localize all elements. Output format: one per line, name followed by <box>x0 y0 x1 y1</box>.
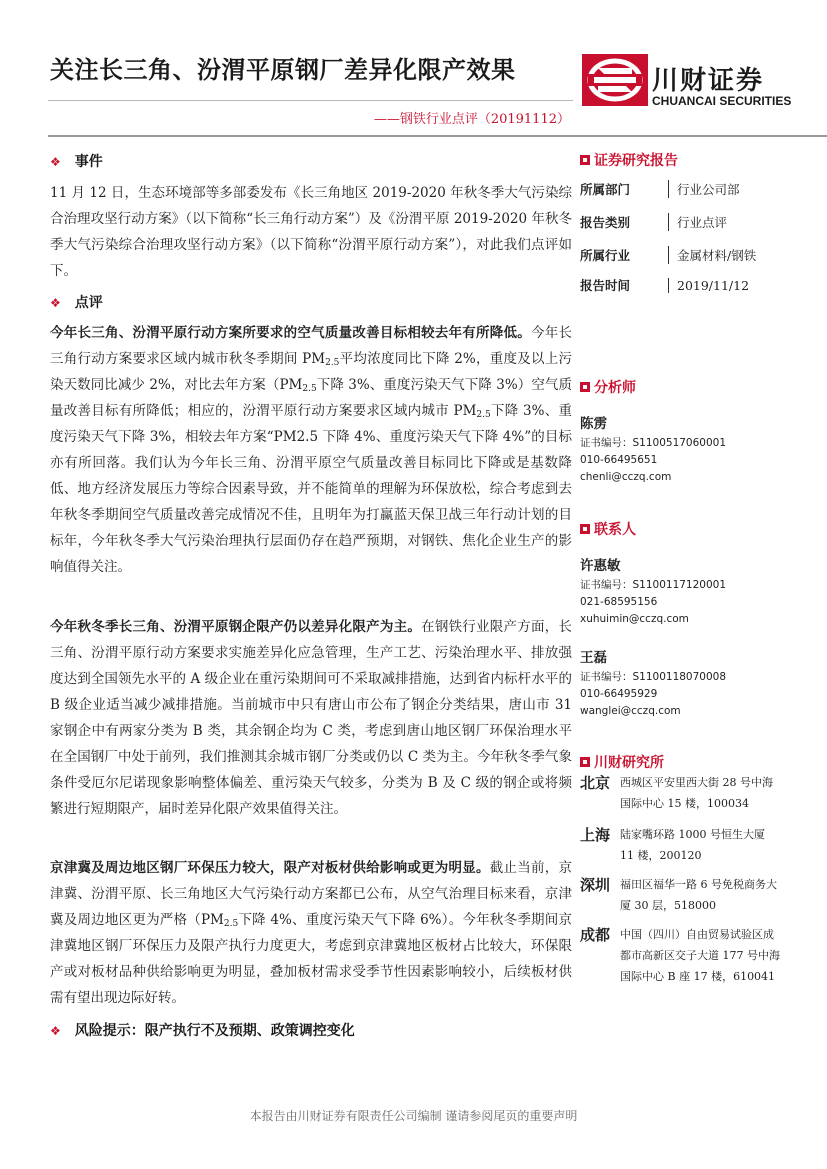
meta-row-date: 报告时间 2019/11/12 <box>580 278 750 293</box>
contact-name: 许惠敏 <box>580 558 621 574</box>
meta-row-industry: 所属行业 金属材料/钢铁 <box>580 248 757 263</box>
analyst-card <box>580 412 780 486</box>
analyst-cert: 证书编号：S1100517060001 <box>580 437 727 449</box>
header-rule <box>48 135 827 137</box>
section-heading-comment: ❖ 点评 <box>50 295 103 311</box>
contact-cert: 证书编号：S1100117120001 <box>580 579 727 591</box>
analyst-name: 陈雳 <box>580 416 607 432</box>
comment-p3-lead: 京津冀及周边地区钢厂环保压力较大，限产对板材供给影响或更为明显。 <box>50 860 490 876</box>
diamond-bullet-icon: ❖ <box>50 1024 61 1038</box>
footer-disclaimer: 本报告由川财证券有限责任公司编制 谨请参阅尾页的重要声明 <box>249 1109 578 1123</box>
square-bullet-icon <box>580 524 590 534</box>
contact-name: 王磊 <box>580 650 607 666</box>
diamond-bullet-icon: ❖ <box>50 155 61 169</box>
sidebar-heading-analyst: 分析师 <box>580 377 636 397</box>
chuancai-logo-icon <box>582 54 648 106</box>
comment-p2-lead: 今年秋冬季长三角、汾渭平原钢企限产仍以差异化限产为主。 <box>50 619 422 635</box>
diamond-bullet-icon: ❖ <box>50 296 61 310</box>
header-divider <box>48 100 573 101</box>
event-paragraph: 11 月 12 日，生态环境部等多部委发布《长三角地区 2019-2020 年秋冬季大气污染综合治理攻坚行动方案》（以下简称“长三角行动方案”）及《汾渭平原 2019-2020 年秋冬季大气污染综合治理攻坚行动方案》（以下简称“汾渭平原行动方案”），对此我们点评如下。 <box>50 185 572 279</box>
contact-card <box>580 646 780 720</box>
meta-row-category: 报告类别 行业点评 <box>580 215 728 230</box>
section-heading-risk: ❖ 风险提示：限产执行不及预期、政策调控变化 <box>50 1023 355 1039</box>
page-title: 关注长三角、汾渭平原钢厂差异化限产效果 <box>50 55 516 84</box>
square-bullet-icon <box>580 155 590 165</box>
comment-paragraph-2: 今年秋冬季长三角、汾渭平原钢企限产仍以差异化限产为主。在钢铁行业限产方面，长三角、汾渭平原行动方案要求实施差异化应急管理，生产工艺、污染治理水平、排放强度达到全国领先水平的 A 级企业在重污染期间可不采取减排措施，达到省内标杆水平的 B 级企业适当减少减排措施。当前城市中只有唐山市公布了钢企分类结果，唐山市 31 家钢企中有两家分类为 B 类，其余钢企均为 C 类，考虑到唐山地区钢厂环保治理水平在全国钢厂中处于前列，我们推测其余城市钢厂分类或仍以 C 类为主。今年秋冬季气象条件受厄尔尼诺现象影响整体偏差、重污染天气较多，分类为 B 及 C 级的钢企或将频繁进行短期限产，届时差异化限产效果值得关注。 <box>50 619 573 817</box>
comment-p1-lead: 今年长三角、汾渭平原行动方案所要求的空气质量改善目标相较去年有所降低。 <box>50 325 532 341</box>
sidebar-heading-contacts: 联系人 <box>580 519 636 539</box>
section-heading-event: ❖ 事件 <box>50 154 103 170</box>
square-bullet-icon <box>580 757 590 767</box>
sidebar-heading-report: 证券研究报告 <box>580 150 678 170</box>
comment-paragraph-1: 今年长三角、汾渭平原行动方案所要求的空气质量改善目标相较去年有所降低。今年长三角行动方案要求区域内城市秋冬季期间 $PM_{2.5}$平均浓度同比下降 2%，重度及以上污染天数同比减少 2%，对比去年方案（$PM_{2.5}$下降 3%、重度污染天气下降 3%）空气质量改善目标有所降低；相应的，汾渭平原行动方案要求区域内城市 $PM_{2.5}$下降 3%、重度污染天气下降 3%，相较去年方案“PM2.5 下降 4%、重度污染天气下降 4%”的目标亦有所回落。我们认为今年长三角、汾渭平原空气质量改善目标同比下降或是基数降低、地方经济发展压力等综合因素导致，并不能简单的理解为环保放松，综合考虑到去年秋冬季期间空气质量改善完成情况不佳，且明年为打赢蓝天保卫战三年行动计划的目标年，今年秋冬季大气污染治理执行层面仍存在趋严预期，对钢铁、焦化企业生产的影响值得关注。 <box>50 325 573 575</box>
square-bullet-icon <box>580 382 590 392</box>
meta-row-department: 所属部门 行业公司部 <box>580 182 740 197</box>
brand-name-en: CHUANCAI SECURITIES <box>652 94 792 108</box>
analyst-email[interactable]: chenli@cczq.com <box>580 471 672 483</box>
contact-card <box>580 554 780 628</box>
sidebar-heading-institute: 川财研究所 <box>580 752 664 772</box>
page-subtitle: ——钢铁行业点评（20191112） <box>373 112 570 127</box>
contact-phone: 010-66495929 <box>580 688 658 700</box>
contact-phone: 021-68595156 <box>580 596 658 608</box>
comment-paragraph-3: 京津冀及周边地区钢厂环保压力较大，限产对板材供给影响或更为明显。截止当前，京津冀、汾渭平原、长三角地区大气污染行动方案都已公布，从空气治理目标来看，京津冀及周边地区更为严格（$PM_{2.5}$下降 4%、重度污染天气下降 6%）。今年秋冬季期间京津冀地区钢厂环保压力及限产执行力度更大，考虑到京津冀地区板材占比较大，环保限产或对板材品种供给影响更为明显，叠加板材需求受季节性因素影响较小，后续板材供需有望出现边际好转。 <box>50 860 573 1006</box>
contact-email[interactable]: xuhuimin@cczq.com <box>580 613 689 625</box>
contact-email[interactable]: wanglei@cczq.com <box>580 705 681 717</box>
contact-cert: 证书编号：S1100118070008 <box>580 671 727 683</box>
analyst-phone: 010-66495651 <box>580 454 658 466</box>
brand-name: 川财证券 <box>652 66 765 96</box>
